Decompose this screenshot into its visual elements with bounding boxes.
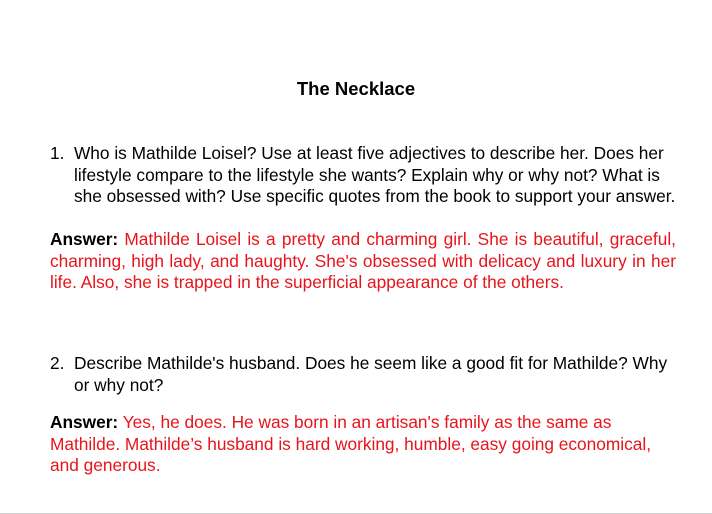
question-number: 1. (50, 143, 65, 163)
answer-2 (50, 412, 676, 477)
answer-label: Answer: (50, 229, 119, 249)
question-text: Describe Mathilde's husband. Does he seem like a good fit for Mathilde? Why or why not? (74, 353, 668, 395)
question-number: 2. (50, 353, 65, 373)
answer-1 (50, 229, 676, 294)
document-title: The Necklace (296, 78, 416, 99)
answer-text: Yes, he does. He was born in an artisan's family as the same as Mathilde. Mathilde’s husband is hard working, humble, easy going economical, and generous. (50, 412, 652, 475)
answer-text: Mathilde Loisel is a pretty and charming girl. She is beautiful, graceful, charming, high lady, and haughty. She's obsessed with delicacy and luxury in her life. Also, she is trapped in the superficial appearance of the others. (50, 229, 676, 292)
question-1 (50, 143, 680, 208)
answer-label: Answer: (50, 412, 119, 432)
question-2 (50, 353, 680, 396)
question-text: Who is Mathilde Loisel? Use at least five adjectives to describe her. Does her lifestyle compare to the lifestyle she wants? Explain why or why not? What is she obsessed with? Use specific quotes from the book to support your answer. (74, 143, 676, 206)
